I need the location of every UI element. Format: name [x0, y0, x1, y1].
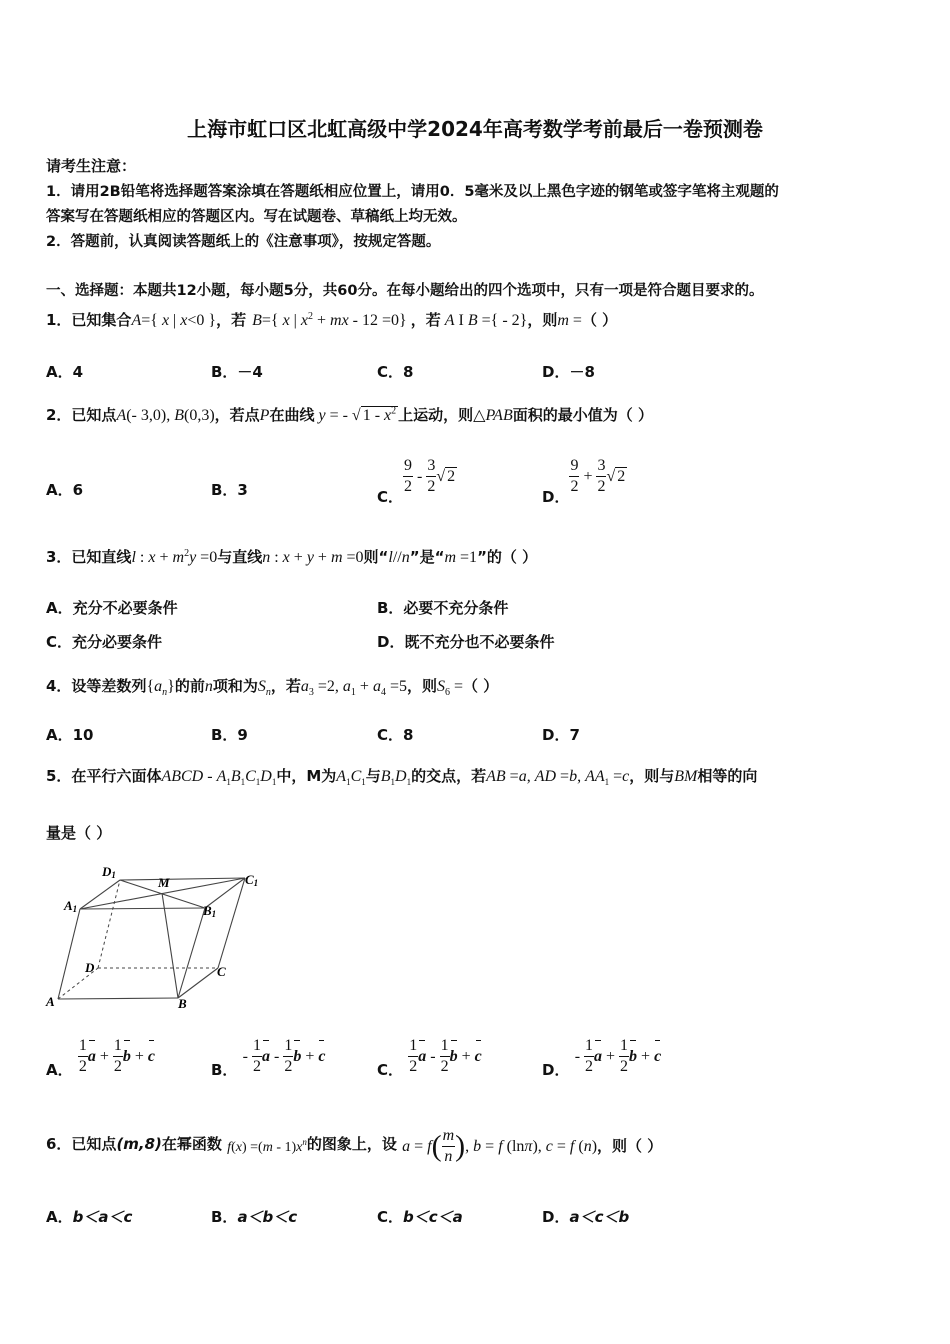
label-a1: A1 [64, 898, 78, 914]
q5-option-d[interactable]: D． - $\frac{1}{2}$ a + $\frac{1}{2}$ b + c [542, 1037, 662, 1079]
notice-line-1: 1．请用2B铅笔将选择题答案涂填在答题纸相应位置上，请用0．5毫米及以上黑色字迹的钢笔或签字笔将主观题的 [46, 184, 779, 200]
label-c1: C1 [245, 872, 259, 888]
q1-option-b[interactable]: B．－4 [211, 363, 263, 381]
question-3-stem: 3．已知直线l : $x + m^2y =0$与直线n : x + y + m =0则“l//n”是“m =1”的（ ） [46, 548, 538, 566]
page-title: 上海市虹口区北虹高级中学2024年高考数学考前最后一卷预测卷 [187, 117, 763, 141]
q2-option-c[interactable]: C． $\frac{9}{2}$ - $\frac{3}{2}$ √ 2 [377, 457, 456, 506]
edge-d1c1 [120, 878, 245, 880]
q1-option-a[interactable]: A．4 [46, 363, 84, 381]
q5-option-a[interactable]: A． $\frac{1}{2}$ a + $\frac{1}{2}$ b + c [46, 1037, 156, 1079]
question-1-stem: 1．已知集合A={ x | x<0 }，若 B={ x | $x^2$ + mx - 12 =0} ，若 A I B ={ - 2}，则m =（ ） [46, 311, 618, 329]
question-6-stem: 6．已知点(m,8)在幂函数 $f(x) =(m - 1)x^n$的图象上，设 a = f( $\frac{m}{n}$ ), b = f (lnπ), c = f (n)，则（ ） [46, 1127, 663, 1165]
label-m: M [158, 875, 170, 890]
q3-option-a[interactable]: A．充分不必要条件 [46, 599, 178, 617]
q4-option-d[interactable]: D．7 [542, 726, 580, 744]
q3-option-b[interactable]: B．必要不充分条件 [377, 599, 509, 617]
q6-option-b[interactable]: B．a＜b＜c [211, 1208, 298, 1226]
notice-line-2: 答案写在答题纸相应的答题区内。写在试题卷、草稿纸上均无效。 [46, 209, 467, 225]
q2-option-b[interactable]: B．3 [211, 481, 248, 499]
q6-option-c[interactable]: C．b＜c＜a [377, 1208, 463, 1226]
notice-line-3: 2．答题前，认真阅读答题纸上的《注意事项》，按规定答题。 [46, 234, 441, 250]
label-d: D [85, 960, 95, 975]
edge-a1b1 [80, 908, 205, 909]
question-5-stem-cont: 量是（ ） [46, 824, 112, 842]
q6-option-a[interactable]: A．b＜a＜c [46, 1208, 133, 1226]
q1-option-d[interactable]: D．－8 [542, 363, 595, 381]
question-5-stem: 5．在平行六面体ABCD - $A_1B_1C_1D_1$中，M为$A_1C_1$与$B_1D_1$的交点，若AB =a, AD =b, $AA_1 =c$，则与BM相等的向 [46, 767, 758, 787]
edge-ab [58, 998, 178, 999]
label-b: B [178, 996, 187, 1011]
q1-option-c[interactable]: C．8 [377, 363, 414, 381]
q3-option-d[interactable]: D．既不充分也不必要条件 [377, 633, 555, 651]
edge-bb1 [178, 908, 205, 998]
section-heading: 一、选择题：本题共12小题，每小题5分，共60分。在每小题给出的四个选项中，只有一项是符合题目要求的。 [46, 283, 764, 299]
q5-option-b[interactable]: B． - $\frac{1}{2}$ a - $\frac{1}{2}$ b + c [211, 1037, 326, 1079]
edge-bc [178, 968, 218, 998]
q4-option-b[interactable]: B．9 [211, 726, 248, 744]
q5-option-c[interactable]: C． $\frac{1}{2}$ a - $\frac{1}{2}$ b + c [377, 1037, 482, 1079]
label-b1: B1 [203, 903, 217, 919]
q2-option-a[interactable]: A．6 [46, 481, 84, 499]
edge-cc1 [218, 878, 245, 968]
q2-option-d[interactable]: D． $\frac{9}{2}$ + $\frac{3}{2}$ √ 2 [542, 457, 626, 506]
label-a: A [46, 994, 55, 1009]
label-c: C [217, 964, 226, 979]
edge-a1d1 [80, 880, 120, 909]
parallelepiped-figure [40, 860, 270, 1012]
q4-option-a[interactable]: A．10 [46, 726, 94, 744]
q3-option-c[interactable]: C．充分必要条件 [46, 633, 163, 651]
label-d1: D1 [102, 864, 116, 880]
q4-option-c[interactable]: C．8 [377, 726, 414, 744]
edge-aa1 [58, 909, 80, 999]
notice-heading: 请考生注意： [46, 157, 137, 175]
q6-option-d[interactable]: D．a＜c＜b [542, 1208, 630, 1226]
question-2-stem: 2．已知点A(- 3,0), B(0,3)，若点P在曲线 y = - √ $1 - x^2$ 上运动，则△PAB面积的最小值为（ ） [46, 405, 653, 424]
question-4-stem: 4．设等差数列$\{a_n\}$的前n项和为$S_n$，若$a_3 =2$, $a_1 + a_4 =5$，则$S_6$ =（ ） [46, 677, 499, 698]
